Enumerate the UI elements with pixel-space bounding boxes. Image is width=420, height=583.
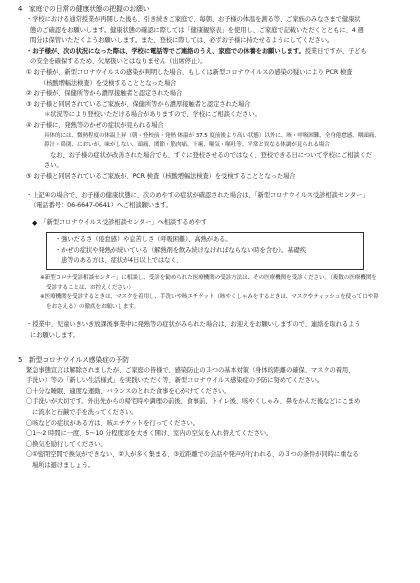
list-detail: 鼻汁・鼻閉、においが、味がしない、頭痛、関節・筋肉痛、下痢、嘔気・嘔吐等、平常と異なる体調が見られる場合 bbox=[44, 142, 330, 149]
diamond-bullet-icon: ◆ bbox=[32, 218, 38, 227]
section5-heading: 5 新型コロナウイルス感染症の予防 bbox=[18, 355, 129, 364]
section4-heading: 4 家庭での日常の健康状態の把握のお願い bbox=[18, 5, 150, 13]
footnote: ※新型コロナ受診相談センター」に相談し、受診を勧められた医療機関の受診方法は、その医療機関を受診ください。（複数の医療機関を bbox=[40, 275, 377, 282]
guideline-box bbox=[46, 232, 364, 270]
box-line: 患等のある方は、症状が4日以上ではなく、 bbox=[61, 257, 183, 265]
list-note: ＊状況等により登校いただける場合がありますので、学校にご相談ください。 bbox=[44, 111, 261, 119]
checklist-item: 〇手洗いが大切です。外出先からの帰宅時や調理の前後、食事前、トイレ後、咳やくしゃみ、鼻をかんだ後などにこまめ bbox=[26, 398, 361, 406]
paragraph: （電話番号：06-6647-0641）へご相談願います。 bbox=[30, 202, 173, 210]
list-item: ④ お子様に、発熱等のかぜの症状が見られる場合 bbox=[26, 121, 164, 129]
list-item: ③ お子様と同居されているご家族が、保健所等から濃厚接触者と認定された場合 bbox=[26, 100, 251, 108]
list-item: ⑤ お子様と同居されているご家族が、PCR 検査（核酸増幅法検査）を受検することとなった場合 bbox=[26, 172, 296, 180]
list-detail: なお、お子様の症状が改善された場合でも、すぐに登校させるのではなく、登校できる日について学校にご相談くだ bbox=[50, 151, 372, 159]
footnote: 受診することは、お控えください） bbox=[46, 284, 134, 291]
checklist-item: に流水と石鹸で手を洗ってください。 bbox=[32, 409, 138, 416]
list-detail: さい。 bbox=[44, 162, 63, 170]
paragraph: 手洗い）等の「新しい生活様式」を実践いただく等、新型コロナウイルス感染症の予防に努めてください。 bbox=[26, 377, 324, 385]
list-item: ① お子様が、新型コロナウイルスの感染が判明した場合、もしくは新型コロナウイルスの感染の疑いにより PCR 検査 bbox=[26, 68, 353, 76]
footnote: ※医療機関を受診するときは、マスクを着用し、手洗いや咳エチケット（咳やくしゃみをするときは、マスクやティッシュを使って口や鼻 bbox=[40, 294, 379, 301]
footnote: をおさえる）の徹底をお願いします。 bbox=[46, 303, 139, 310]
box-heading: ◆ 「新型コロナウイルス受診相談センター」へ相談するめやす bbox=[32, 218, 208, 227]
list-item: ② お子様が、保健所等から濃厚接触者と認定された場合 bbox=[26, 90, 183, 98]
list-detail: 具体的には、微熱程度の体温上昇（朝・登校前・発熱 体温が 37.5 度前後より高い状態）以外に、咳・呼吸困難、全身倦怠感、咽頭痛、 bbox=[44, 132, 380, 139]
paragraph: 態のご確認をお願いします。健康状態の確認に際しては「健康観察表」を使用し、ご家庭で記載いただくとともに、4 週 bbox=[30, 26, 364, 34]
list-item: （核酸増幅法検査）を受検することとなった場合 bbox=[40, 79, 177, 87]
checklist-item: 〇十分な睡眠、適度な運動、バランスのとれた食事を心がけてください。 bbox=[26, 387, 231, 395]
paragraph: ・学校における通常授業が再開した後も、引き続きご家庭で、毎朝、お子様の体温を測る等、ご家族のみなさまで健康状 bbox=[26, 16, 361, 23]
box-line: ・かぜの症状や発熱が続いている（解熱剤を飲み続けなければならない時を含む）。基礎疾 bbox=[55, 246, 306, 254]
checklist-item: 〇換気を励行してください。 bbox=[26, 440, 107, 448]
box-line: ・強いだるさ（倦怠感）や息苦しさ（呼吸困難）、高熱がある。 bbox=[55, 236, 232, 244]
paragraph: ・授業中、児童いきいき放課後事業中に発熱等の症状がみられた場合は、お迎えをお願いしますので、連絡を取れるよう bbox=[26, 321, 361, 329]
checklist-item: 場所は避けましょう。 bbox=[32, 461, 94, 469]
checklist-item: 〇1～2 時間に一度、5～10 分程度窓を大きく開け、室内の空気を入れ替えてください。 bbox=[26, 430, 273, 438]
paragraph: にお願いします。 bbox=[30, 332, 80, 340]
paragraph: ・上記④の場合で、お子様の健康状態に、次のめやすの症状が確認された場合は、「新型コロナウイルス受診相談センター」 bbox=[26, 191, 369, 199]
checklist-item: 〇①密閉空間で換気ができない、②人が多く集まる、③近距離での会話や発声が行われる、の３つの条件が同時に重なる bbox=[26, 451, 359, 459]
paragraph-bold: ・お子様が、次の状況になった際は、学校に電話等でご連絡のうえ、家庭での休養をお願いします。授業日ですが、子ども bbox=[26, 47, 367, 55]
paragraph: 緊急事態宣言は解除されましたが、ご家庭の皆様で、感染防止の３つの基本対策（身体的距離の確保、マスクの着用、 bbox=[26, 366, 355, 374]
checklist-item: 〇咳などの症状がある方は、咳エチケットを行ってください。 bbox=[26, 419, 199, 427]
paragraph: の安全を確保するため、欠席扱いとはなりません（出席停止）。 bbox=[30, 58, 207, 66]
paragraph: 間分は保管いただくようお願いします。また、登校に際しては、必ずお子様に持たせるようにしてください。 bbox=[30, 37, 334, 45]
